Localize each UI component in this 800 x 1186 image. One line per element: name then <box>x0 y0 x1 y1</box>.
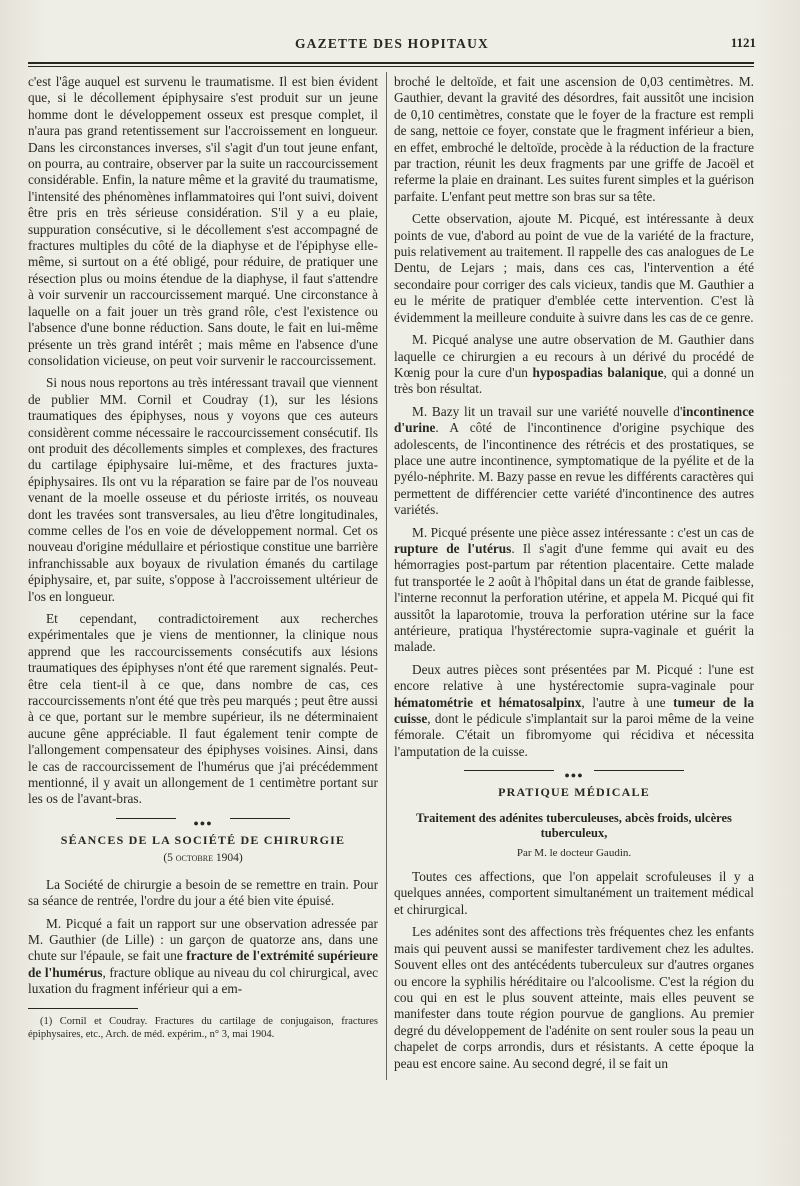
ornament-dots: ●●● <box>564 770 584 781</box>
column-divider <box>386 72 387 1080</box>
text-run: , l'autre à une <box>581 694 674 710</box>
section-date: (5 octobre 1904) <box>163 852 243 865</box>
paragraph: Les adénites sont des affections très fréquentes chez les enfants mais qui peuvent aussi se manifester tardivement chez les adultes. Souvent elles ont des antécédents tuberculeux sur d'autres organes ou encore la syphilis héréditaire ou l'alcoolisme. C'est la région du cou qui en est le plus souvent atteinte, mais elles peuvent se manifester dans toute région pourvue de ganglions. Au premier degré du développement de l'adénite on sent rouler sous la peau un chapelet de corps arrondis, durs et résistants. A cette époque la peau est encore saine. Au second degré, il se fait un <box>394 924 754 1071</box>
footnote: (1) Cornil et Coudray. Fractures du cartilage de conjugaison, fractures épiphysaires, etc., Arch. de méd. expérim., n° 3, mai 1904. <box>28 1015 378 1040</box>
bold-term: fracture de l'extrémité supérieure de l'humérus <box>28 948 378 980</box>
byline: Par M. le docteur Gaudin. <box>516 846 632 859</box>
paragraph: Et cependant, contradictoirement aux recherches expérimentales que je viens de mentionner, la clinique nous apprend que les raccourcissements consécutifs aux lésions traumatiques des épiphyses n'ont été que rarement signalés. Peut-être cela tient-il à ce que, dans nombre de cas, ces raccourcissements n'ont été que très peu marqués ; peut être aussi à ce que, portant sur le membre supérieur, ils ne déterminaient aucune gêne appréciable. Il faut également tenir compte de l'allongement compensateur des épiphyses voisines. Ainsi, dans le cas de raccourcissement de l'humérus que j'ai précédemment mentionné, il y avait un allongement de 1 centimètre portant sur les os de l'avant-bras. <box>28 611 378 807</box>
paragraph <box>394 525 754 656</box>
bold-term: rupture de l'utérus <box>394 540 512 556</box>
text-run: . Il s'agit d'une femme qui avait eu des hémorragies post-partum par rétention placentaire. Cette malade fut transportée le 2 août à l'hôpital dans un état de grande faiblesse, l'interne reconnut la perforation utérine, et appela M. Picqué qui fit aussitôt la laparotomie, trouva la perforation utérine sur la face antérieure, pratiqua l'hystérectomie supra-vaginale et guérit la malade. <box>394 540 754 655</box>
text-run: M. Picqué présente une pièce assez intéressante : c'est un cas de <box>412 524 754 540</box>
paragraph: La Société de chirurgie a besoin de se remettre en train. Pour sa séance de rentrée, l'ordre du jour a été bien vite épuisé. <box>28 876 378 909</box>
text-run: M. Picqué a fait un rapport sur une observation adressée par M. Gauthier (de Lille) : un garçon de quatorze ans, dans une chute sur l'épaule, se fait une <box>28 915 378 964</box>
ornament-line <box>464 770 554 771</box>
section-ornament <box>394 766 754 781</box>
left-column <box>28 74 378 1041</box>
ornament-line <box>230 818 290 819</box>
bold-term: incontinence d'urine <box>394 403 754 436</box>
paragraph: Si nous nous reportons au très intéressant travail que viennent de publier MM. Cornil et Coudray (1), sur les lésions traumatiques des épiphyses, nous y voyons que ces auteurs considèrent comme nécessaire le raccourcissement consécutif. Ils ont produit des décollements simples et complexes, des fractures du cartilage épiphysaire lui-même, et des fractures juxta-épiphysaires. Ils ont vu la réparation se faire par de l'os nouveau venant de la moelle osseuse et du périoste irrités, os nouveau dont les travées sont transversales, au lieu d'être longitudinales, comme celles de l'os en voie de développement normal. Cet os nouveau d'origine médullaire et périostique constitue une barrière infranchissable aux boyaux de rivulation émanés du cartilage épiphysaire, et, par suite, s'oppose à l'accroissement ultérieur de l'os en longueur. <box>28 375 378 604</box>
header-double-rule <box>28 62 754 67</box>
paragraph: broché le deltoïde, et fait une ascension de 0,03 centimètres. M. Gauthier, devant la gravité des désordres, fait aussitôt une incision de 0,10 centimètres, constate que le foyer de la fracture est rempli de sang, nettoie ce foyer, constate que le fragment inférieur a bien, en effet, embroché le deltoïde, procède à la réduction de la fracture par traction, réunit les deux fragments par une griffe de Jacoël et referme la plaie en drainant. Les suites furent simples et la guérison parfaite. L'enfant peut mettre son bras sur sa tête. <box>394 74 754 204</box>
footnote-rule <box>28 1008 138 1009</box>
text-run: M. Picqué analyse une autre observation de M. Gauthier dans laquelle ce chirurgien a eu recours à un dérivé du procédé de Kœnig pour la cure d'un <box>394 332 754 380</box>
text-run: Deux autres pièces sont présentées par M. Picqué : l'une est encore relative à une hystérectomie supra-vaginale pour <box>394 661 754 694</box>
text-run: , dont le pédicule s'implantait sur la paroi même de la veine fémorale. C'était un fibromyome qui récidiva et nécessita l'amputation de la cuisse. <box>394 711 754 759</box>
text-run: M. Bazy lit un travail sur une variété nouvelle d' <box>412 403 683 419</box>
paragraph <box>394 404 754 519</box>
section-title: SÉANCES DE LA SOCIÉTÉ DE CHIRURGIE <box>60 832 346 847</box>
bold-term: hypospadias balanique <box>532 364 664 380</box>
ornament-dots: ●●● <box>193 817 213 828</box>
page-number: 1121 <box>730 35 756 50</box>
paragraph <box>28 916 378 998</box>
paragraph: Cette observation, ajoute M. Picqué, est intéressante à deux points de vue, d'abord au point de vue de la variété de la fracture, puis relativement au traitement. Il rappelle des cas analogues de Le Dentu, de Lejars ; mais, dans ces cas, l'intervention a été secondaire pour corriger des cals vicieux, tandis que M. Gauthier a eu le mérite de pratiquer d'emblée cette intervention. C'est là évidemment la meilleure conduite à suivre dans les cas de ce genre. <box>394 211 754 325</box>
bold-term: tumeur de la cuisse <box>394 694 754 727</box>
article-title: Traitement des adénites tuberculeuses, abcès froids, ulcères tuberculeux, <box>416 810 732 840</box>
ornament-line <box>594 770 684 771</box>
paragraph <box>394 662 754 760</box>
section-ornament <box>28 814 378 828</box>
ornament-line <box>116 818 176 819</box>
text-run: . A côté de l'incontinence d'origine psychique des adolescents, de l'incontinence des rétrécis et des prostatiques, se place une autre incontinence, symptomatique de la pyélite et de la pyélo-néphrite. M. Bazy passe en revue les différents caractères qui permettent de différencier cette variété d'incontinence des autres variétés. <box>394 420 754 518</box>
text-run: , fracture oblique au niveau du col chirurgical, avec luxation du fragment inférieur qui a em- <box>28 964 379 997</box>
running-title: GAZETTE DES HOPITAUX <box>294 36 490 51</box>
right-column <box>394 74 754 1078</box>
paragraph: Toutes ces affections, que l'on appelait scrofuleuses il y a quelques années, comportent simultanément un traitement médical et chirurgical. <box>394 869 754 917</box>
page-header <box>28 34 756 56</box>
bold-term: hématométrie et hématosalpinx <box>394 694 582 710</box>
text-run: , qui a donné un très bon résultat. <box>394 364 755 397</box>
paragraph: c'est l'âge auquel est survenu le traumatisme. Il est bien évident que, si le décollement épiphysaire s'est produit sur un jeune homme dont le développement osseux est presque complet, il n'aura pas grand retentissement sur l'accroissement en longueur. Dans les circonstances inverses, s'il s'agit d'un tout jeune enfant, on pourra, au contraire, observer par la suite un raccourcissement considérable. Enfin, la nature même et la gravité du traumatisme, l'intensité des phénomènes inflammatoires qui l'ont suivi, doivent être pris en très sérieuse considération. S'il y a eu plaie, suppuration consécutive, si le décollement s'est accompagné de fractures multiples du côté de la diaphyse et de l'épiphyse elle-même, si surtout on a été obligé, pour réduire, de pratiquer une résection plus ou moins étendue de la diaphyse, il faut s'attendre à voir survenir un raccourcissement marqué. Une circonstance à laquelle on a fait jouer un très grand rôle, c'est l'existence ou l'absence d'une bonne réduction. Sans doute, le fait en lui-même présente un très grand intérêt ; mais même en l'absence d'une consolidation vicieuse, on peut voir survenir le raccourcissement. <box>28 74 378 368</box>
paragraph <box>394 332 754 398</box>
section-title: PRATIQUE MÉDICALE <box>498 785 650 800</box>
